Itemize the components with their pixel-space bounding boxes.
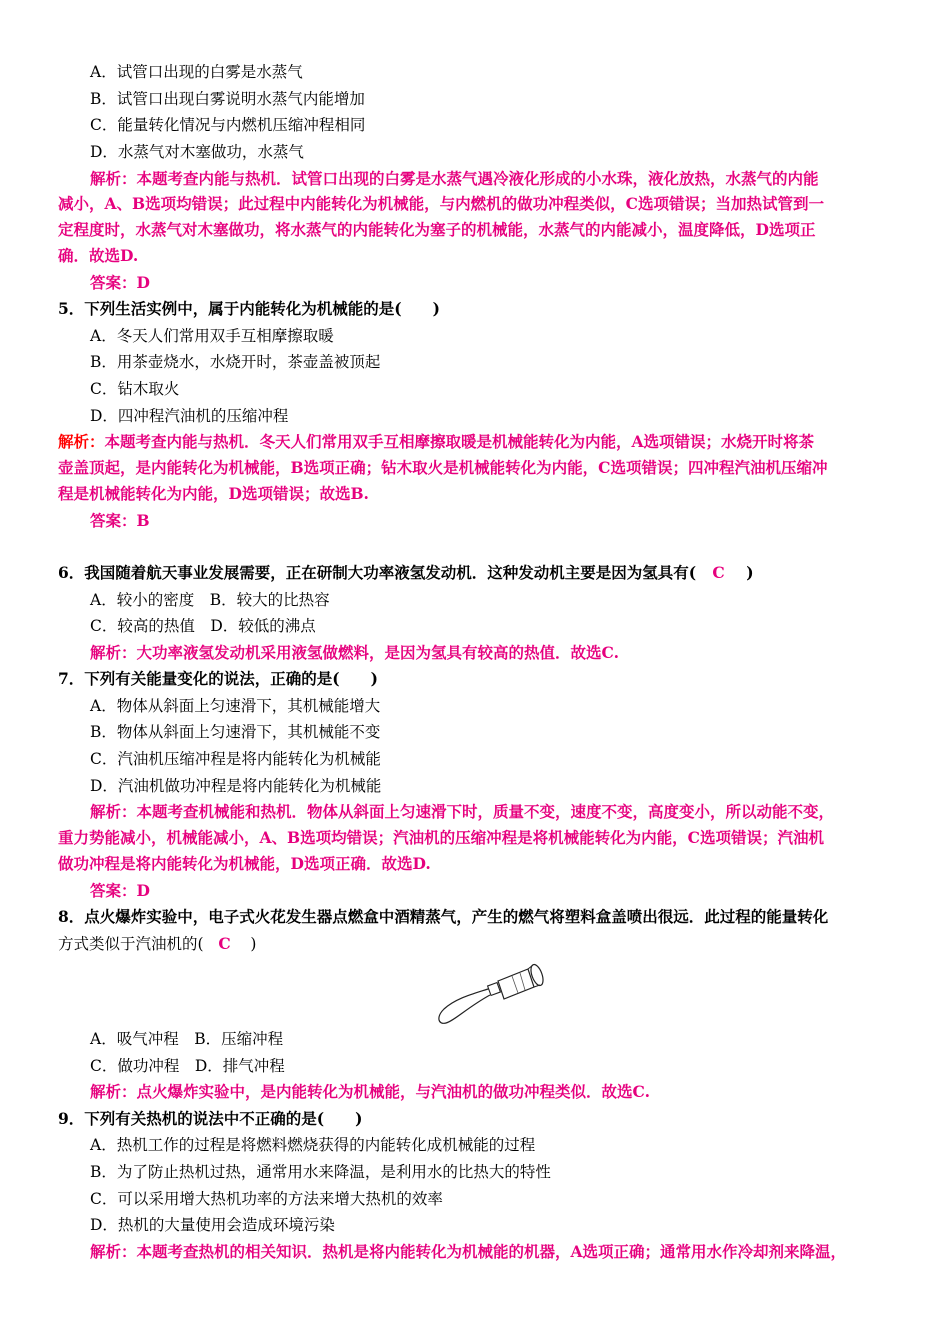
q8-analysis-line-1 <box>90 1081 650 1103</box>
q4-analysis-line-1 <box>90 168 819 190</box>
q8-analysis-text-1: 点火爆炸实验中，是内能转化为机械能，与汽油机的做功冲程类似．故选C. <box>136 1082 650 1101</box>
spark-igniter-figure <box>432 957 552 1027</box>
q4-analysis-line-3: 定程度时，水蒸气对木塞做功，将水蒸气的内能转化为塞子的机械能，水蒸气的内能减小，温度降低，D选项正 <box>58 220 816 239</box>
q8-stem-line-1: 8．点火爆炸实验中，电子式火花发生器点燃盒中酒精蒸气，产生的燃气将塑料盒盖喷出很远．此过程的能量转化 <box>58 907 829 926</box>
q7-answer: 答案：D <box>90 881 150 900</box>
q9-analysis-line-1 <box>90 1241 846 1263</box>
q5-analysis-line-2: 壶盖顶起，是内能转化为机械能，B选项正确；钻木取火是机械能转化为内能，C选项错误；四冲程汽油机压缩冲 <box>58 458 828 477</box>
q5-option-d: D．四冲程汽油机的压缩冲程 <box>90 407 289 425</box>
q5-analysis-line-3: 程是机械能转化为内能，D选项错误；故选B. <box>58 484 369 503</box>
q5-option-a: A．冬天人们常用双手互相摩擦取暖 <box>90 327 334 345</box>
q9-option-b: B．为了防止热机过热，通常用水来降温，是利用水的比热大的特性 <box>90 1163 551 1181</box>
q7-analysis-line-1 <box>90 801 834 823</box>
q4-analysis-label: 解析： <box>90 169 137 188</box>
q9-analysis-label: 解析： <box>90 1242 137 1261</box>
q8-analysis-label: 解析： <box>90 1082 137 1101</box>
q7-analysis-line-2: 重力势能减小，机械能减小，A、B选项均错误；汽油机的压缩冲程是将机械能转化为内能，C选项错误；汽油机 <box>58 828 824 847</box>
q6-analysis-line-1 <box>90 642 619 664</box>
q4-option-a: A．试管口出现的白雾是水蒸气 <box>90 63 303 81</box>
q4-analysis-line-4: 确．故选D. <box>58 246 139 265</box>
q8-options-ab: A．吸气冲程 B．压缩冲程 <box>90 1030 284 1048</box>
q5-analysis-label: 解析： <box>58 432 105 451</box>
q9-option-c: C．可以采用增大热机功率的方法来增大热机的效率 <box>90 1190 443 1208</box>
q6-stem-text: 6．我国随着航天事业发展需要，正在研制大功率液氢发动机．这种发动机主要是因为氢具有( <box>58 563 697 582</box>
q4-option-c: C．能量转化情况与内燃机压缩冲程相同 <box>90 116 366 134</box>
q8-inline-answer: C <box>218 934 231 953</box>
q7-analysis-text-1: 本题考查机械能和热机．物体从斜面上匀速滑下时，质量不变，速度不变，高度变小，所以动能不变， <box>136 802 835 821</box>
q6-stem-close: ) <box>746 563 754 582</box>
q5-option-c: C．钻木取火 <box>90 380 180 398</box>
q6-options-ab: A．较小的密度 B．较大的比热容 <box>90 591 330 609</box>
q7-option-b: B．物体从斜面上匀速滑下，其机械能不变 <box>90 723 381 741</box>
q9-option-a: A．热机工作的过程是将燃料燃烧获得的内能转化成机械能的过程 <box>90 1136 536 1154</box>
q9-option-d: D．热机的大量使用会造成环境污染 <box>90 1216 335 1234</box>
q8-stem-line-2 <box>58 933 256 955</box>
q8-stem-close: ) <box>250 935 257 953</box>
q7-stem: 7．下列有关能量变化的说法，正确的是( ) <box>58 669 378 688</box>
q7-option-c: C．汽油机压缩冲程是将内能转化为机械能 <box>90 750 381 768</box>
q7-option-a: A．物体从斜面上匀速滑下，其机械能增大 <box>90 697 381 715</box>
q7-option-d: D．汽油机做功冲程是将内能转化为机械能 <box>90 777 382 795</box>
q5-analysis-line-1 <box>58 431 814 453</box>
q8-options-cd: C．做功冲程 D．排气冲程 <box>90 1057 285 1075</box>
q6-stem <box>58 562 754 584</box>
q5-answer: 答案：B <box>90 511 150 530</box>
q4-analysis-line-2: 减小，A、B选项均错误；此过程中内能转化为机械能，与内燃机的做功冲程类似，C选项错误；当加热试管到一 <box>58 194 824 213</box>
q4-answer: 答案：D <box>90 273 150 292</box>
q4-analysis-text-1: 本题考查内能与热机．试管口出现的白雾是水蒸气遇冷液化形成的小水珠，液化放热，水蒸气的内能 <box>136 169 819 188</box>
q9-analysis-text-1: 本题考查热机的相关知识．热机是将内能转化为机械能的机器，A选项正确；通常用水作冷却剂来降温， <box>136 1242 847 1261</box>
q9-stem: 9．下列有关热机的说法中不正确的是( ) <box>58 1109 363 1128</box>
q6-inline-answer: C <box>712 563 725 582</box>
q5-option-b: B．用茶壶烧水，水烧开时，茶壶盖被顶起 <box>90 353 381 371</box>
q6-options-cd: C．较高的热值 D．较低的沸点 <box>90 617 316 635</box>
q4-option-b: B．试管口出现白雾说明水蒸气内能增加 <box>90 90 365 108</box>
q8-stem-text: 方式类似于汽油机的( <box>58 935 204 953</box>
q7-analysis-label: 解析： <box>90 802 137 821</box>
q5-stem: 5．下列生活实例中，属于内能转化为机械能的是( ) <box>58 299 440 318</box>
q6-analysis-label: 解析： <box>90 643 137 662</box>
q5-analysis-text-1: 本题考查内能与热机．冬天人们常用双手互相摩擦取暖是机械能转化为内能，A选项错误；水烧开时将茶 <box>104 432 815 451</box>
q6-analysis-text-1: 大功率液氢发动机采用液氢做燃料，是因为氢具有较高的热值．故选C. <box>136 643 619 662</box>
q4-option-d: D．水蒸气对木塞做功，水蒸气 <box>90 143 304 161</box>
q7-analysis-line-3: 做功冲程是将内能转化为机械能，D选项正确．故选D. <box>58 854 431 873</box>
